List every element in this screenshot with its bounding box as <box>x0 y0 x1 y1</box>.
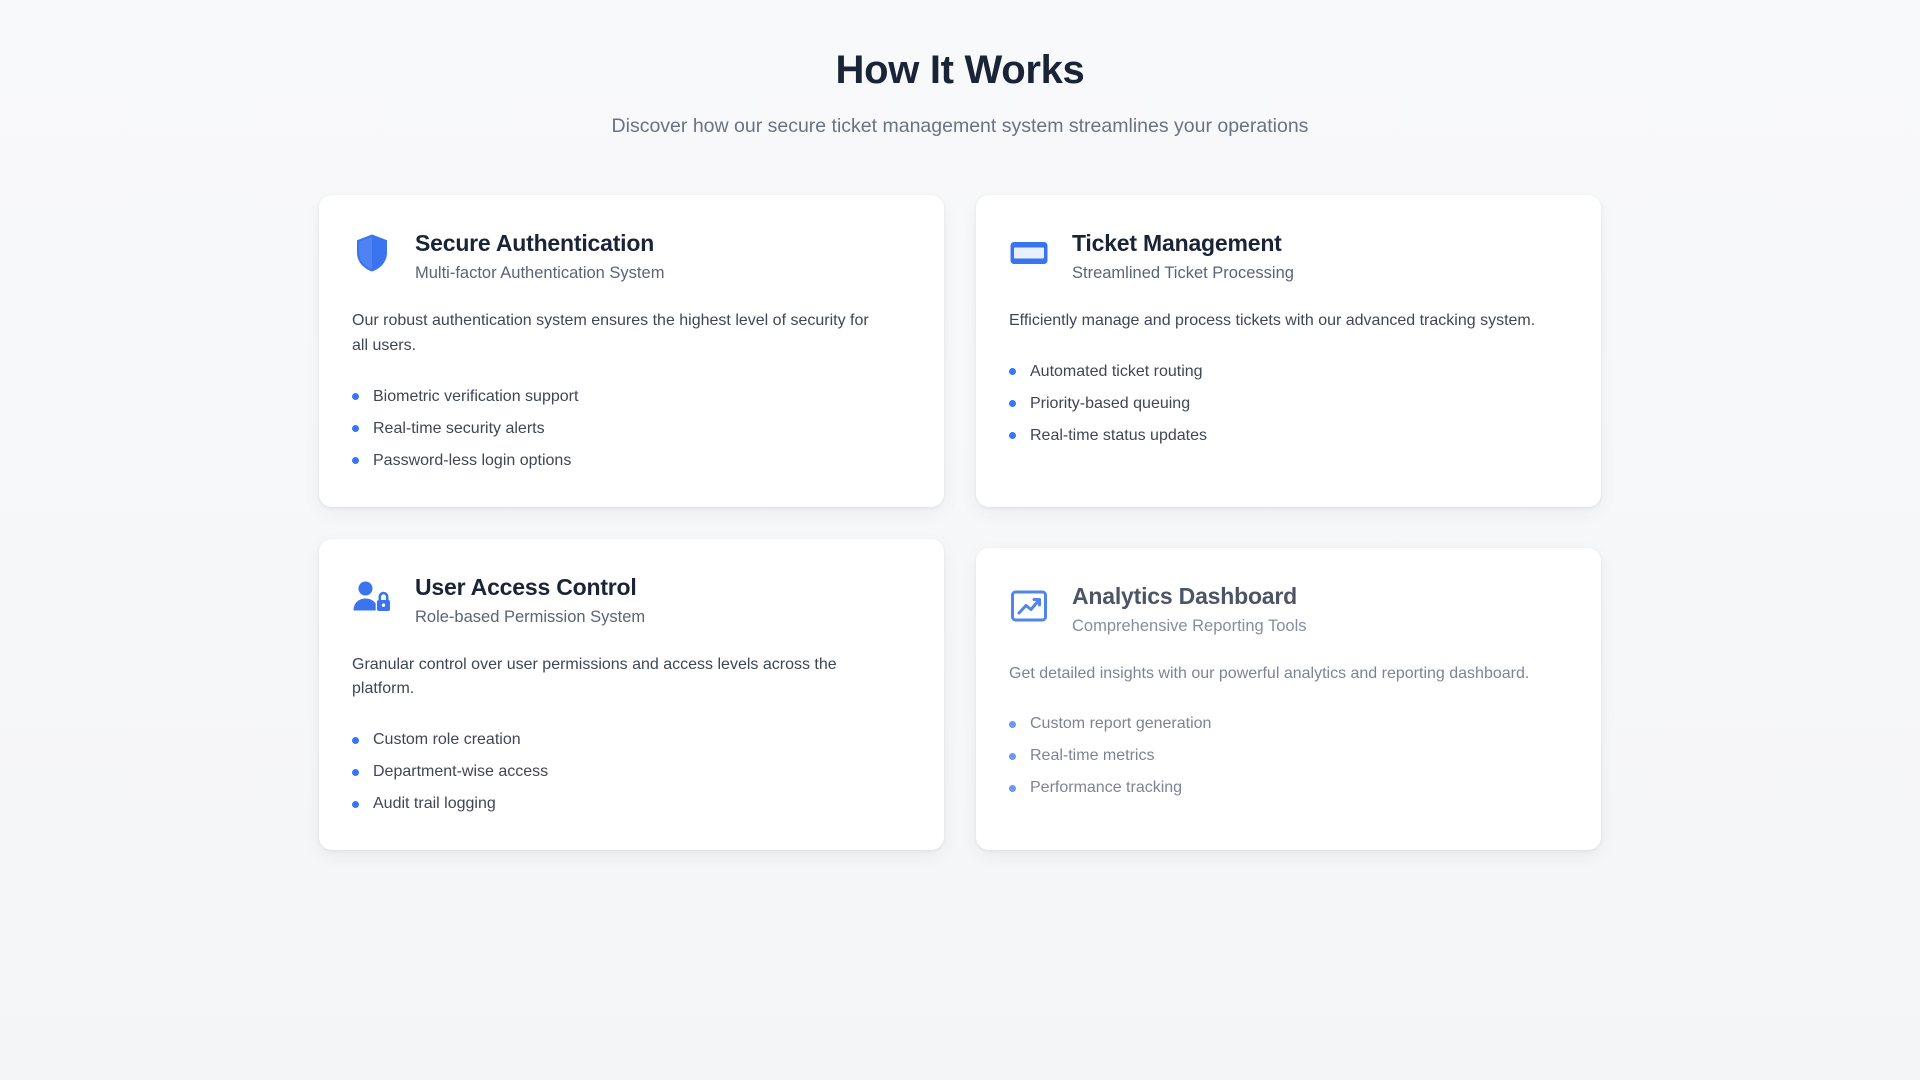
feature-list <box>1009 356 1568 452</box>
chart-line-icon <box>1009 584 1049 628</box>
bullet-icon <box>1009 400 1016 407</box>
bullet-icon <box>352 801 359 808</box>
list-item <box>352 413 911 445</box>
card-subtitle: Multi-factor Authentication System <box>415 264 665 282</box>
bullet-icon <box>352 393 359 400</box>
bullet-icon <box>1009 753 1016 760</box>
shield-icon <box>352 231 392 275</box>
feature-label: Biometric verification support <box>373 387 579 405</box>
card-subtitle: Role-based Permission System <box>415 607 646 626</box>
card-title: User Access Control <box>415 573 637 600</box>
page-subtitle: Discover how our secure ticket management system streamlines your operations <box>611 115 1309 137</box>
bullet-icon <box>1009 432 1016 439</box>
user-lock-icon <box>352 575 392 619</box>
feature-label: Automated ticket routing <box>1030 362 1203 380</box>
card-subtitle: Streamlined Ticket Processing <box>1072 264 1294 282</box>
bullet-icon <box>1009 785 1016 792</box>
card-header <box>352 573 911 627</box>
bullet-icon <box>352 769 359 776</box>
feature-list <box>352 724 911 820</box>
card-title-block <box>415 573 645 627</box>
card-title: Secure Authentication <box>415 230 655 256</box>
feature-label: Custom role creation <box>373 731 521 749</box>
bullet-icon <box>352 457 359 464</box>
list-item <box>352 724 911 756</box>
bullet-icon <box>1009 368 1016 375</box>
page-header <box>0 48 1920 138</box>
feature-label: Priority-based queuing <box>1030 394 1191 412</box>
bullet-icon <box>352 737 359 744</box>
feature-label: Password-less login options <box>373 451 572 469</box>
list-item <box>1009 388 1568 420</box>
feature-card-analytics-dashboard[interactable] <box>976 548 1601 851</box>
card-description: Efficiently manage and process tickets with our advanced tracking system. <box>1009 312 1536 329</box>
list-item <box>352 445 911 477</box>
feature-list <box>352 381 911 477</box>
list-item <box>352 756 911 788</box>
bullet-icon <box>352 425 359 432</box>
feature-label: Real-time status updates <box>1030 426 1207 444</box>
feature-label: Real-time metrics <box>1030 747 1155 765</box>
card-subtitle: Comprehensive Reporting Tools <box>1072 616 1307 635</box>
card-title-block <box>1072 582 1307 636</box>
list-item <box>1009 740 1568 772</box>
card-header <box>1009 582 1568 636</box>
card-title-block <box>415 229 664 283</box>
feature-label: Department-wise access <box>373 763 549 781</box>
card-description: Granular control over user permissions and access levels across the platform. <box>352 655 837 698</box>
feature-card-grid <box>319 195 1601 850</box>
card-title-block <box>1072 229 1294 283</box>
feature-label: Real-time security alerts <box>373 419 545 437</box>
card-description: Get detailed insights with our powerful analytics and reporting dashboard. <box>1009 664 1530 682</box>
card-description: Our robust authentication system ensures the highest level of security for all users. <box>352 312 869 354</box>
ticket-icon <box>1009 231 1049 275</box>
card-title: Ticket Management <box>1072 230 1282 256</box>
feature-label: Custom report generation <box>1030 715 1212 733</box>
feature-card-user-access-control[interactable] <box>319 539 944 851</box>
page-title: How It Works <box>835 48 1085 92</box>
list-item <box>1009 708 1568 740</box>
feature-card-ticket-management[interactable] <box>976 195 1601 507</box>
list-item <box>1009 420 1568 452</box>
card-header <box>1009 229 1568 283</box>
feature-card-secure-authentication[interactable] <box>319 195 944 507</box>
list-item <box>1009 356 1568 388</box>
bullet-icon <box>1009 721 1016 728</box>
feature-list <box>1009 708 1568 804</box>
feature-label: Performance tracking <box>1030 779 1183 797</box>
list-item <box>352 788 911 820</box>
card-header <box>352 229 911 283</box>
card-title: Analytics Dashboard <box>1072 582 1297 609</box>
list-item <box>352 381 911 413</box>
feature-label: Audit trail logging <box>373 795 496 813</box>
list-item <box>1009 772 1568 804</box>
